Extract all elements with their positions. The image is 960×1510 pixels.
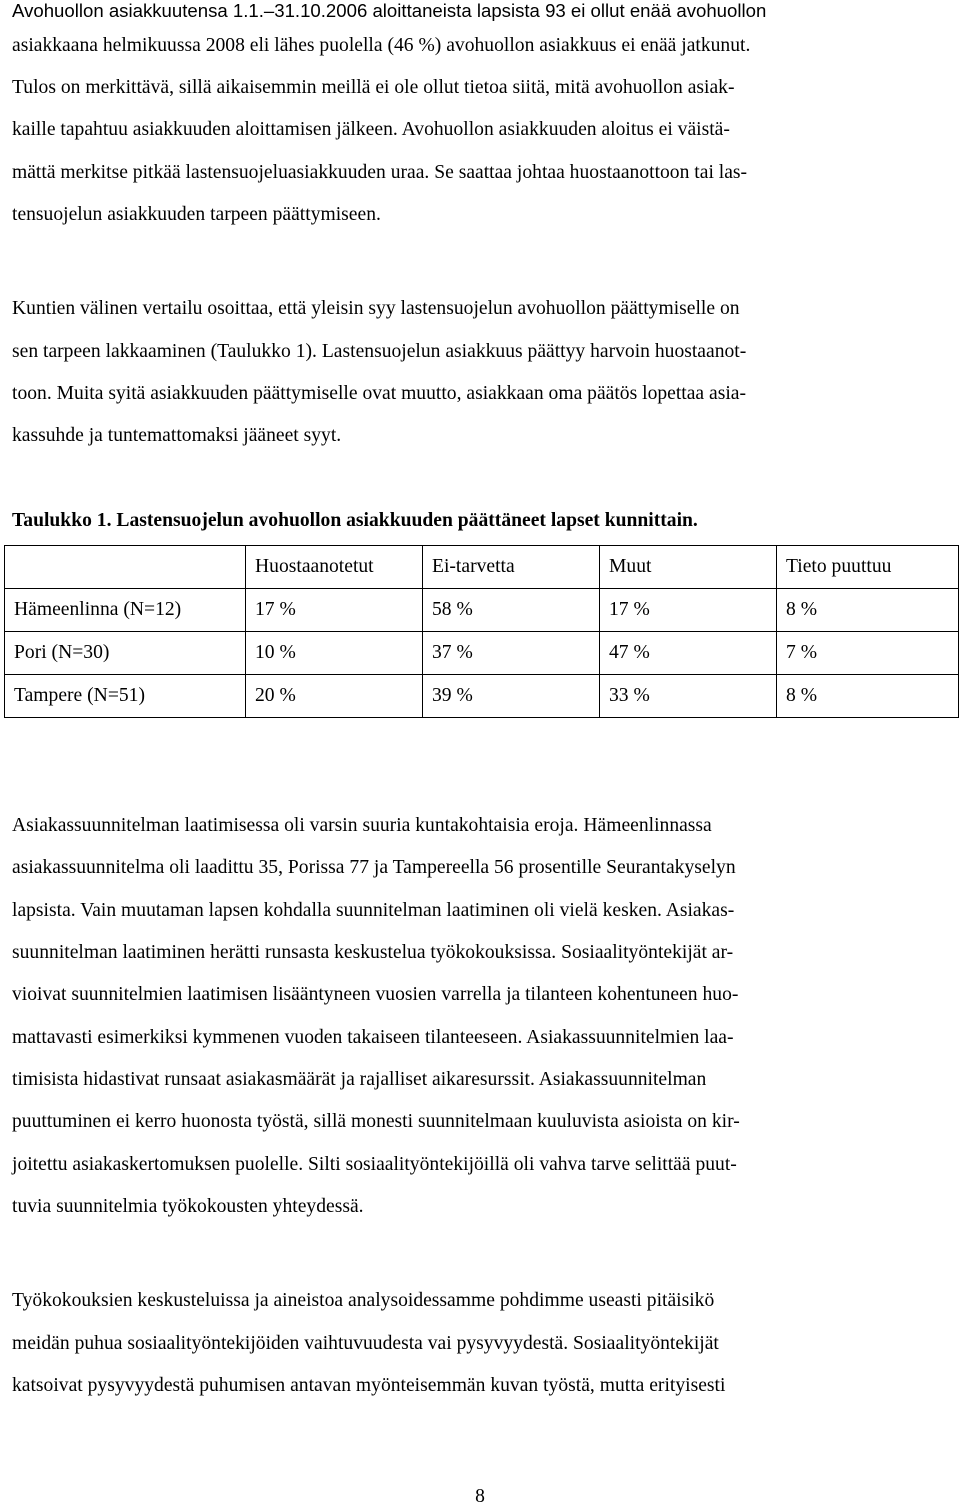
table-cell: 10 % (246, 632, 423, 675)
text-line: Tulos on merkittävä, sillä aikaisemmin meillä ei ole ollut tietoa siitä, mitä avohuollon asiak- (12, 77, 735, 98)
text-line: Asiakassuunnitelman laatimisessa oli varsin suuria kuntakohtaisia eroja. Hämeenlinnassa (12, 815, 712, 836)
table-header-cell: Muut (600, 546, 777, 589)
table-cell: 33 % (600, 675, 777, 718)
text-line: joitettu asiakaskertomuksen puolelle. Silti sosiaalityöntekijöillä oli vahva tarve selittää puut- (12, 1154, 737, 1175)
table-cell: 17 % (600, 589, 777, 632)
table-cell: 7 % (777, 632, 959, 675)
table-cell: 37 % (423, 632, 600, 675)
text-line: Kuntien välinen vertailu osoittaa, että yleisin syy lastensuojelun avohuollon päättymiselle on (12, 298, 740, 319)
table-header-row (5, 546, 959, 589)
table-row-label: Tampere (N=51) (5, 675, 246, 718)
table-row-label: Hämeenlinna (N=12) (5, 589, 246, 632)
table-row-label: Pori (N=30) (5, 632, 246, 675)
text-line: meidän puhua sosiaalityöntekijöiden vaihtuvuudesta vai pysyvyydestä. Sosiaalityöntekijät (12, 1333, 719, 1354)
text-line: vioivat suunnitelmien laatimisen lisääntyneen vuosien varrella ja tilanteen kohentuneen huo- (12, 984, 739, 1005)
results-table (4, 545, 959, 718)
table-cell: 47 % (600, 632, 777, 675)
table-header-cell: Huostaanotetut (246, 546, 423, 589)
text-line: kassuhde ja tuntemattomaksi jääneet syyt. (12, 425, 342, 446)
table-cell: 20 % (246, 675, 423, 718)
text-line: mattavasti esimerkiksi kymmenen vuoden takaiseen tilanteeseen. Asiakassuunnitelmien laa- (12, 1027, 734, 1048)
table-cell: 8 % (777, 675, 959, 718)
table-row (5, 589, 959, 632)
table-header-cell (5, 546, 246, 589)
table-caption: Taulukko 1. Lastensuojelun avohuollon asiakkuuden päättäneet lapset kunnittain. (12, 510, 698, 531)
page-number: 8 (475, 1486, 485, 1507)
text-line: timisista hidastivat runsaat asiakasmäärät ja rajalliset aikaresurssit. Asiakassuunnitelman (12, 1069, 707, 1090)
table-cell: 8 % (777, 589, 959, 632)
table-row (5, 632, 959, 675)
text-line: puuttuminen ei kerro huonosta työstä, sillä monesti suunnitelmaan kuuluvista asioista on kir- (12, 1111, 740, 1132)
text-line: Työkokouksien keskusteluissa ja aineistoa analysoidessamme pohdimme useasti pitäisikö (12, 1290, 715, 1311)
table-header-cell: Ei-tarvetta (423, 546, 600, 589)
table-cell: 39 % (423, 675, 600, 718)
text-line: tuvia suunnitelmia työkokousten yhteydessä. (12, 1196, 364, 1217)
text-line: asiakkaana helmikuussa 2008 eli lähes puolella (46 %) avohuollon asiakkuus ei enää jatkunut. (12, 35, 751, 56)
text-line: mättä merkitse pitkää lastensuojeluasiakkuuden uraa. Se saattaa johtaa huostaanottoon tai las- (12, 162, 748, 183)
text-line: lapsista. Vain muutaman lapsen kohdalla suunnitelman laatiminen oli vielä kesken. Asiakas- (12, 900, 735, 921)
table-row (5, 675, 959, 718)
text-line: asiakassuunnitelma oli laadittu 35, Porissa 77 ja Tampereella 56 prosentille Seurantakyselyn (12, 857, 736, 878)
text-line: kaille tapahtuu asiakkuuden aloittamisen jälkeen. Avohuollon asiakkuuden aloitus ei väistä- (12, 119, 730, 140)
table-cell: 58 % (423, 589, 600, 632)
text-line: Avohuollon asiakkuutensa 1.1.–31.10.2006 aloittaneista lapsista 93 ei ollut enää avohuollon (12, 0, 767, 21)
text-line: katsoivat pysyvyydestä puhumisen antavan myönteisemmän kuvan työstä, mutta erityisesti (12, 1375, 726, 1396)
text-line: suunnitelman laatiminen herätti runsasta keskustelua työkokouksissa. Sosiaalityöntekijät ar- (12, 942, 734, 963)
table-header-cell: Tieto puuttuu (777, 546, 959, 589)
table-cell: 17 % (246, 589, 423, 632)
text-line: tensuojelun asiakkuuden tarpeen päättymiseen. (12, 204, 381, 225)
text-line: sen tarpeen lakkaaminen (Taulukko 1). Lastensuojelun asiakkuus päättyy harvoin huostaanot- (12, 341, 747, 362)
text-line: toon. Muita syitä asiakkuuden päättymiselle ovat muutto, asiakkaan oma päätös lopettaa asia- (12, 383, 747, 404)
